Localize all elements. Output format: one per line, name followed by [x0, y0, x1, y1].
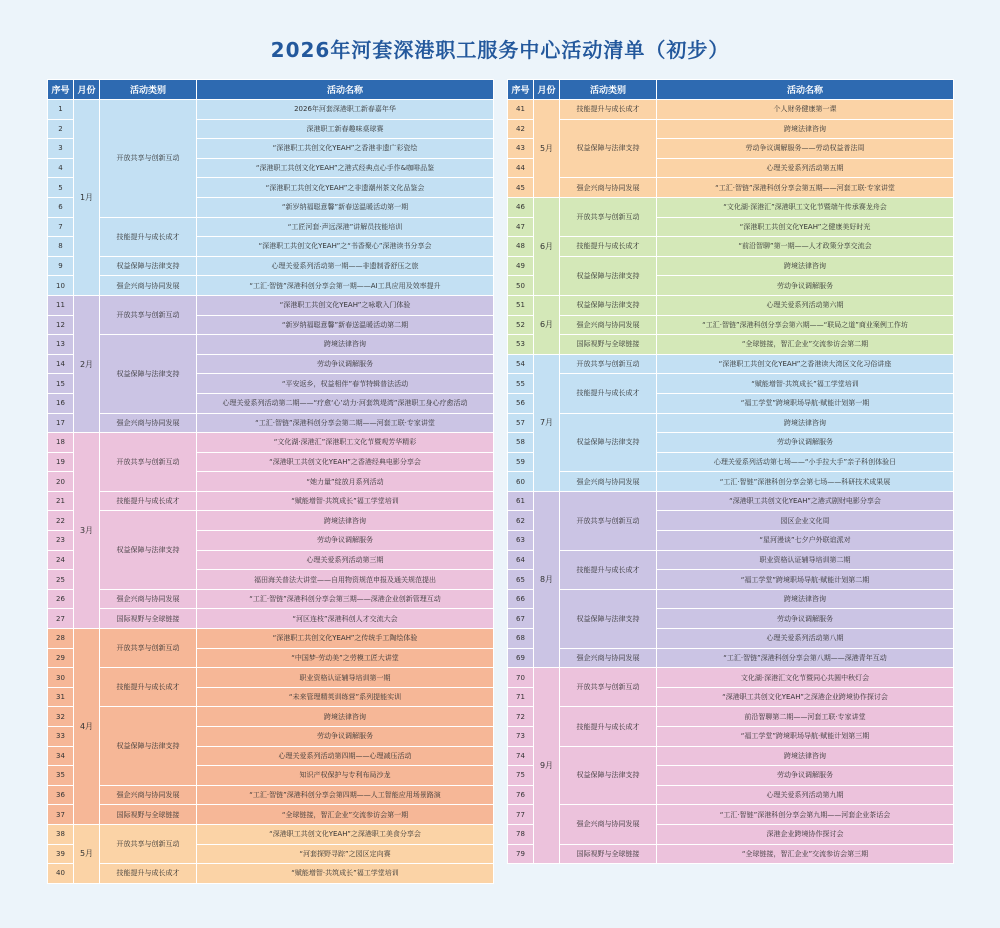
row-number: 60 — [508, 472, 534, 492]
row-number: 61 — [508, 491, 534, 511]
activity-name-cell: “深港职工共创文化YEAH”之深港职工美食分享会 — [197, 824, 494, 844]
category-cell: 强企兴商与协同发展 — [560, 648, 657, 668]
activity-name-cell: 劳动争议调解服务 — [657, 433, 954, 453]
row-number: 55 — [508, 374, 534, 394]
header-category: 活动类别 — [560, 80, 657, 100]
activity-name-cell: “新岁纳福聪意馨”新春送温暖活动第二期 — [197, 315, 494, 335]
row-number: 66 — [508, 589, 534, 609]
table-row — [508, 295, 954, 315]
activity-name-cell: “深港职工共创文化YEAH”之非遗潮州茶文化品鉴会 — [197, 178, 494, 198]
row-number: 65 — [508, 570, 534, 590]
table-row — [48, 491, 494, 511]
category-cell: 权益保障与法律支持 — [560, 256, 657, 295]
category-cell: 开放共享与创新互动 — [100, 295, 197, 334]
row-number: 6 — [48, 197, 74, 217]
table-header-row — [508, 80, 954, 100]
activity-name-cell: “工汇·智链”深港科创分享会第一期——AI工具应用及效率提升 — [197, 276, 494, 296]
row-number: 34 — [48, 746, 74, 766]
row-number: 35 — [48, 766, 74, 786]
row-number: 23 — [48, 531, 74, 551]
activity-name-cell: 跨境法律咨询 — [197, 335, 494, 355]
activity-name-cell: 心理关爱系列活动第一期——非遗制香舒压之旅 — [197, 256, 494, 276]
table-row — [508, 491, 954, 511]
table-header-row — [48, 80, 494, 100]
row-number: 30 — [48, 668, 74, 688]
activity-name-cell: “深港职工共创文化YEAH”之香港经典电影分享会 — [197, 452, 494, 472]
row-number: 26 — [48, 589, 74, 609]
category-cell: 开放共享与创新互动 — [560, 491, 657, 550]
activity-name-cell: 劳动争议调解服务 — [657, 766, 954, 786]
activity-name-cell: 心理关爱系列活动第六期 — [657, 295, 954, 315]
table-row — [508, 668, 954, 688]
table-row — [48, 864, 494, 884]
category-cell: 开放共享与创新互动 — [560, 354, 657, 374]
row-number: 38 — [48, 824, 74, 844]
month-cell: 1月 — [74, 100, 100, 296]
table-row — [508, 374, 954, 394]
activity-name-cell: “工汇·智链”深港科创分享会第七场——科研技术成果展 — [657, 472, 954, 492]
row-number: 53 — [508, 335, 534, 355]
category-cell: 权益保障与法律支持 — [100, 707, 197, 785]
row-number: 68 — [508, 629, 534, 649]
row-number: 75 — [508, 766, 534, 786]
table-row — [508, 550, 954, 570]
activity-name-cell: 劳动争议调解服务——劳动权益普法周 — [657, 139, 954, 159]
row-number: 29 — [48, 648, 74, 668]
activity-name-cell: 心理关爱系列活动第二期——“疗愈‘心’动力·河套筑堤湾”深港职工身心疗愈活动 — [197, 393, 494, 413]
activity-table-right — [507, 79, 954, 864]
row-number: 72 — [508, 707, 534, 727]
category-cell: 技能提升与成长成才 — [100, 217, 197, 256]
category-cell: 开放共享与创新互动 — [560, 668, 657, 707]
row-number: 77 — [508, 805, 534, 825]
row-number: 45 — [508, 178, 534, 198]
header-num: 序号 — [508, 80, 534, 100]
row-number: 79 — [508, 844, 534, 864]
activity-name-cell: 跨境法律咨询 — [197, 511, 494, 531]
category-cell: 国际视野与全球链接 — [560, 335, 657, 355]
category-cell: 开放共享与创新互动 — [100, 629, 197, 668]
category-cell: 开放共享与创新互动 — [560, 197, 657, 236]
row-number: 15 — [48, 374, 74, 394]
category-cell: 技能提升与成长成才 — [560, 707, 657, 746]
table-row — [508, 178, 954, 198]
header-activity-name: 活动名称 — [197, 80, 494, 100]
table-row — [48, 511, 494, 531]
row-number: 21 — [48, 491, 74, 511]
table-row — [48, 824, 494, 844]
activity-name-cell: “深港职工共创文化YEAH”之港式剧财电影分享会 — [657, 491, 954, 511]
row-number: 27 — [48, 609, 74, 629]
activity-name-cell: “中国梦·劳动美”之劳模工匠大讲堂 — [197, 648, 494, 668]
table-row — [508, 844, 954, 864]
category-cell: 权益保障与法律支持 — [560, 589, 657, 648]
table-row — [508, 589, 954, 609]
row-number: 46 — [508, 197, 534, 217]
row-number: 42 — [508, 119, 534, 139]
month-cell: 4月 — [74, 629, 100, 825]
month-cell: 9月 — [534, 668, 560, 864]
row-number: 3 — [48, 139, 74, 159]
row-number: 56 — [508, 393, 534, 413]
table-row — [508, 707, 954, 727]
activity-name-cell: “平安返乡，权益相伴”春节特辑普法活动 — [197, 374, 494, 394]
activity-name-cell: “深港职工共创文化YEAH”之深港企业跨境协作探讨会 — [657, 687, 954, 707]
row-number: 33 — [48, 727, 74, 747]
category-cell: 强企兴商与协同发展 — [100, 276, 197, 296]
category-cell: 强企兴商与协同发展 — [100, 785, 197, 805]
category-cell: 强企兴商与协同发展 — [560, 472, 657, 492]
activity-table-left — [47, 79, 494, 884]
table-row — [48, 707, 494, 727]
row-number: 49 — [508, 256, 534, 276]
table-row — [48, 295, 494, 315]
table-row — [508, 472, 954, 492]
activity-name-cell: “河区连枝”深港科创人才交流大会 — [197, 609, 494, 629]
table-row — [508, 100, 954, 120]
activity-name-cell: “深港职工共创文化YEAH”之咏歌入门体验 — [197, 295, 494, 315]
activity-name-cell: 劳动争议调解服务 — [657, 609, 954, 629]
table-row — [48, 668, 494, 688]
activity-name-cell: 心理关爱系列活动第九期 — [657, 785, 954, 805]
row-number: 58 — [508, 433, 534, 453]
activity-name-cell: “福工学堂”跨境职场导航·赋能计划第三期 — [657, 727, 954, 747]
activity-name-cell: 心理关爱系列活动第八期 — [657, 629, 954, 649]
row-number: 20 — [48, 472, 74, 492]
row-number: 37 — [48, 805, 74, 825]
activity-name-cell: 跨境法律咨询 — [197, 707, 494, 727]
table-row — [508, 237, 954, 257]
month-cell: 5月 — [534, 100, 560, 198]
activity-name-cell: “工汇·智链”深港科创分享会第六期——“联局之道”商业案例工作坊 — [657, 315, 954, 335]
row-number: 64 — [508, 550, 534, 570]
category-cell: 强企兴商与协同发展 — [560, 805, 657, 844]
activity-name-cell: “深港职工共创文化YEAH”之香港读大湾区文化习俗讲座 — [657, 354, 954, 374]
activity-name-cell: 深港职工新春趣味桌球赛 — [197, 119, 494, 139]
row-number: 76 — [508, 785, 534, 805]
activity-name-cell: “她力量”绽放月系列活动 — [197, 472, 494, 492]
category-cell: 开放共享与创新互动 — [100, 433, 197, 492]
header-num: 序号 — [48, 80, 74, 100]
table-row — [48, 785, 494, 805]
activity-name-cell: 福田海关普法大讲堂——自用物资规范申报及通关规范提出 — [197, 570, 494, 590]
activity-name-cell: “工汇·智链”深港科创分享会第三期——深港企业创新管理互动 — [197, 589, 494, 609]
activity-name-cell: “工匠河套·声远深港”讲解员技能培训 — [197, 217, 494, 237]
table-row — [508, 805, 954, 825]
row-number: 12 — [48, 315, 74, 335]
header-activity-name: 活动名称 — [657, 80, 954, 100]
row-number: 78 — [508, 824, 534, 844]
activity-name-cell: 心理关爱系列活动第三期 — [197, 550, 494, 570]
table-row — [48, 276, 494, 296]
table-row — [508, 746, 954, 766]
category-cell: 开放共享与创新互动 — [100, 824, 197, 863]
row-number: 1 — [48, 100, 74, 120]
row-number: 43 — [508, 139, 534, 159]
activity-name-cell: 个人财务健康第一课 — [657, 100, 954, 120]
category-cell: 国际视野与全球链接 — [100, 805, 197, 825]
category-cell: 技能提升与成长成才 — [100, 668, 197, 707]
page-title: 2026年河套深港职工服务中心活动清单（初步） — [270, 38, 730, 62]
row-number: 40 — [48, 864, 74, 884]
activity-name-cell: 2026年河套深港职工新春嘉年华 — [197, 100, 494, 120]
activity-name-cell: 职业资格认证辅导培训第一期 — [197, 668, 494, 688]
table-row — [508, 197, 954, 217]
category-cell: 权益保障与法律支持 — [560, 746, 657, 805]
table-row — [508, 354, 954, 374]
row-number: 51 — [508, 295, 534, 315]
row-number: 50 — [508, 276, 534, 296]
table-row — [508, 119, 954, 139]
table-row — [48, 589, 494, 609]
category-cell: 强企兴商与协同发展 — [560, 315, 657, 335]
row-number: 2 — [48, 119, 74, 139]
row-number: 7 — [48, 217, 74, 237]
activity-name-cell: “工汇·智链”深港科创分享会第九期——河套企业茶话会 — [657, 805, 954, 825]
activity-name-cell: “前沿智聊”第一期——人才政策分享交流会 — [657, 237, 954, 257]
activity-name-cell: “赋能增智·共筑成长”福工学堂培训 — [197, 491, 494, 511]
row-number: 31 — [48, 687, 74, 707]
month-cell: 6月 — [534, 197, 560, 295]
row-number: 70 — [508, 668, 534, 688]
activity-name-cell: 心理关爱系列活动第四期——心理减压活动 — [197, 746, 494, 766]
row-number: 10 — [48, 276, 74, 296]
table-row — [48, 629, 494, 649]
category-cell: 技能提升与成长成才 — [560, 550, 657, 589]
row-number: 16 — [48, 393, 74, 413]
table-row — [508, 648, 954, 668]
activity-name-cell: 心理关爱系列活动第七场——“小手拉大手”亲子科创体验日 — [657, 452, 954, 472]
row-number: 36 — [48, 785, 74, 805]
category-cell: 权益保障与法律支持 — [100, 335, 197, 413]
header-month: 月份 — [534, 80, 560, 100]
category-cell: 国际视野与全球链接 — [100, 609, 197, 629]
activity-name-cell: “工汇·智链”深港科创分享会第五期——河套工联·专家讲堂 — [657, 178, 954, 198]
row-number: 73 — [508, 727, 534, 747]
category-cell: 强企兴商与协同发展 — [100, 589, 197, 609]
row-number: 22 — [48, 511, 74, 531]
activity-name-cell: “福工学堂”跨境职场导航·赋能计划第一期 — [657, 393, 954, 413]
activity-name-cell: 劳动争议调解服务 — [197, 531, 494, 551]
table-row — [48, 335, 494, 355]
activity-name-cell: “深港职工共创文化YEAH”之港式经典点心手作&咖啡品鉴 — [197, 158, 494, 178]
table-row — [508, 335, 954, 355]
table-row — [48, 609, 494, 629]
table-row — [508, 256, 954, 276]
category-cell: 开放共享与创新互动 — [100, 100, 197, 218]
row-number: 5 — [48, 178, 74, 198]
table-row — [48, 217, 494, 237]
activity-name-cell: 深港企业跨境协作探讨会 — [657, 824, 954, 844]
month-cell: 3月 — [74, 433, 100, 629]
header-month: 月份 — [74, 80, 100, 100]
row-number: 28 — [48, 629, 74, 649]
row-number: 67 — [508, 609, 534, 629]
activity-name-cell: 跨境法律咨询 — [657, 589, 954, 609]
category-cell: 技能提升与成长成才 — [100, 491, 197, 511]
row-number: 9 — [48, 256, 74, 276]
category-cell: 国际视野与全球链接 — [560, 844, 657, 864]
row-number: 24 — [48, 550, 74, 570]
row-number: 59 — [508, 452, 534, 472]
table-row — [48, 433, 494, 453]
row-number: 52 — [508, 315, 534, 335]
activity-name-cell: “赋能增智·共筑成长”福工学堂培训 — [197, 864, 494, 884]
category-cell: 权益保障与法律支持 — [100, 511, 197, 589]
activity-name-cell: 劳动争议调解服务 — [197, 354, 494, 374]
activity-name-cell: 劳动争议调解服务 — [197, 727, 494, 747]
row-number: 74 — [508, 746, 534, 766]
row-number: 17 — [48, 413, 74, 433]
table-row — [48, 413, 494, 433]
activity-name-cell: “星河漫谈”七夕户外联谊派对 — [657, 531, 954, 551]
activity-name-cell: “深港职工共创文化YEAH”之传统手工陶绘体验 — [197, 629, 494, 649]
activity-name-cell: “深港职工共创文化YEAH”之“书香聚心”深港读书分享会 — [197, 237, 494, 257]
row-number: 47 — [508, 217, 534, 237]
category-cell: 技能提升与成长成才 — [560, 100, 657, 120]
row-number: 8 — [48, 237, 74, 257]
header-category: 活动类别 — [100, 80, 197, 100]
month-cell: 2月 — [74, 295, 100, 432]
activity-name-cell: “深港职工共创文化YEAH”之健康美好时光 — [657, 217, 954, 237]
category-cell: 权益保障与法律支持 — [100, 256, 197, 276]
activity-name-cell: “工汇·智链”深港科创分享会第四期——人工智能应用场景路演 — [197, 785, 494, 805]
row-number: 54 — [508, 354, 534, 374]
row-number: 41 — [508, 100, 534, 120]
row-number: 57 — [508, 413, 534, 433]
activity-name-cell: 跨境法律咨询 — [657, 256, 954, 276]
category-cell: 权益保障与法律支持 — [560, 119, 657, 178]
activity-name-cell: 知识产权保护与专利布局沙龙 — [197, 766, 494, 786]
category-cell: 技能提升与成长成才 — [560, 374, 657, 413]
row-number: 44 — [508, 158, 534, 178]
category-cell: 权益保障与法律支持 — [560, 295, 657, 315]
activity-name-cell: 文化湖·深港汇文化节暨同心共圆中秋灯会 — [657, 668, 954, 688]
table-row — [508, 413, 954, 433]
activity-name-cell: 前沿智聊第二期——河套工联·专家讲堂 — [657, 707, 954, 727]
month-cell: 8月 — [534, 491, 560, 667]
activity-name-cell: “福工学堂”跨境职场导航·赋能计划第二期 — [657, 570, 954, 590]
table-row — [48, 100, 494, 120]
activity-name-cell: “未来管理精英训练营”系列提能实训 — [197, 687, 494, 707]
activity-name-cell: “新岁纳福聪意馨”新春送温暖活动第一期 — [197, 197, 494, 217]
row-number: 62 — [508, 511, 534, 531]
row-number: 11 — [48, 295, 74, 315]
activity-name-cell: “文化湖·深港汇”深港职工文化节暨端午传承赛龙舟会 — [657, 197, 954, 217]
row-number: 18 — [48, 433, 74, 453]
row-number: 25 — [48, 570, 74, 590]
activity-name-cell: “工汇·智链”深港科创分享会第八期——深港青年互动 — [657, 648, 954, 668]
activity-name-cell: “深港职工共创文化YEAH”之香港非遗广彩瓷绘 — [197, 139, 494, 159]
activity-name-cell: “赋能增智·共筑成长”福工学堂培训 — [657, 374, 954, 394]
activity-name-cell: “全球链接，智汇企业”交流参访会第一期 — [197, 805, 494, 825]
row-number: 39 — [48, 844, 74, 864]
activity-name-cell: “工汇·智链”深港科创分享会第二期——河套工联·专家讲堂 — [197, 413, 494, 433]
row-number: 69 — [508, 648, 534, 668]
row-number: 14 — [48, 354, 74, 374]
category-cell: 技能提升与成长成才 — [100, 864, 197, 884]
month-cell: 7月 — [534, 354, 560, 491]
activity-name-cell: “河套探野寻踪”之园区定向赛 — [197, 844, 494, 864]
category-cell: 技能提升与成长成才 — [560, 237, 657, 257]
row-number: 4 — [48, 158, 74, 178]
activity-name-cell: 园区企业文化周 — [657, 511, 954, 531]
month-cell: 6月 — [534, 295, 560, 354]
row-number: 71 — [508, 687, 534, 707]
activity-name-cell: “文化湖·深港汇”深港职工文化节暨观芳华精彩 — [197, 433, 494, 453]
category-cell: 权益保障与法律支持 — [560, 413, 657, 472]
table-row — [508, 315, 954, 335]
month-cell: 5月 — [74, 824, 100, 883]
activity-name-cell: “全球链接，智汇企业”交流参访会第二期 — [657, 335, 954, 355]
row-number: 19 — [48, 452, 74, 472]
row-number: 48 — [508, 237, 534, 257]
activity-name-cell: 跨境法律咨询 — [657, 746, 954, 766]
activity-name-cell: 跨境法律咨询 — [657, 413, 954, 433]
activity-name-cell: 劳动争议调解服务 — [657, 276, 954, 296]
activity-name-cell: 心理关爱系列活动第五期 — [657, 158, 954, 178]
activity-name-cell: “全球链接，智汇企业”交流参访会第三期 — [657, 844, 954, 864]
activity-name-cell: 跨境法律咨询 — [657, 119, 954, 139]
row-number: 13 — [48, 335, 74, 355]
row-number: 32 — [48, 707, 74, 727]
category-cell: 强企兴商与协同发展 — [100, 413, 197, 433]
table-row — [48, 805, 494, 825]
category-cell: 强企兴商与协同发展 — [560, 178, 657, 198]
table-row — [48, 256, 494, 276]
row-number: 63 — [508, 531, 534, 551]
activity-name-cell: 职业资格认证辅导培训第二期 — [657, 550, 954, 570]
